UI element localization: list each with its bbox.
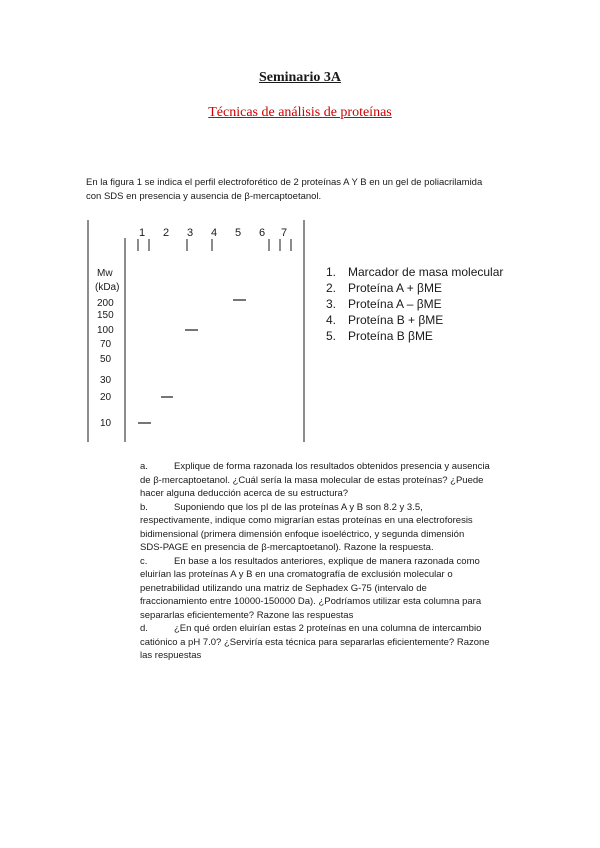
question-letter: b. [140,501,148,513]
question-line: En base a los resultados anteriores, explique de manera razonada como [174,555,480,567]
question-a [140,460,512,501]
mw-marker-label: 10 [100,418,112,429]
legend-label: Marcador de masa molecular [348,265,504,279]
gel-figure [80,220,320,445]
lane-number: 4 [210,227,218,239]
question-line: catiónico a pH 7.0? ¿Serviría esta técnica para separarlas eficientemente? Razone [140,636,490,648]
legend-number: 4. [326,313,337,327]
lane-number: 7 [280,227,288,239]
question-line: eluirían las proteínas A y B en una cromatografía de exclusión molecular o [140,569,453,580]
figure-legend [326,264,503,344]
well-ticks [138,239,291,251]
question-letter: a. [140,461,148,472]
legend-label: Proteína B + βME [348,313,444,327]
mw-marker-label: 150 [97,310,114,321]
legend-item [326,296,503,312]
legend-item [326,328,503,344]
mw-marker-label: 20 [100,392,112,403]
legend-item [326,312,503,328]
question-b [140,501,512,555]
mw-axis-label-unit: (kDa) [95,282,120,293]
question-line: fraccionamiento entre 10000-150000 Da). ¿Podríamos utilizar esta columna para [140,596,482,607]
question-line: respectivamente, indique como migrarían estas proteínas en una electroforesis [140,515,473,526]
page-title: Seminario 3A [258,70,342,85]
question-letter: d. [140,623,148,634]
question-line: las respuestas [140,650,202,661]
legend-number: 5. [326,329,337,343]
question-line: separarlas eficientemente? Razone las respuestas [140,609,354,621]
question-d [140,622,512,663]
mw-axis-label: Mw [97,268,113,279]
lane-number: 3 [186,227,194,239]
question-line: Suponiendo que los pI de las proteínas A y B son 8.2 y 3.5, [174,501,423,513]
legend-label: Proteína A – βME [348,297,442,311]
question-line: bidimensional (primera dimensión enfoque isoeléctrico, y segunda dimensión [140,528,465,540]
legend-label: Proteína A + βME [348,281,442,295]
mw-marker-label: 50 [100,354,112,365]
question-line: ¿En qué orden eluirían estas 2 proteínas en una columna de intercambio [174,623,482,634]
legend-number: 1. [326,265,337,279]
legend-number: 2. [326,281,337,295]
lane-number: 1 [138,227,146,239]
question-line: SDS-PAGE en presencia de β-mercaptoetanol). Razone la respuesta. [140,542,434,553]
legend-item [326,264,503,280]
legend-number: 3. [326,297,337,311]
lane-number: 2 [162,227,170,239]
questions-list [140,460,512,663]
mw-marker-label: 70 [100,339,112,350]
legend-label: Proteína B βME [348,329,433,343]
intro-line: con SDS en presencia y ausencia de β-mercaptoetanol. [86,191,322,202]
question-line: hacer alguna deducción acerca de su estructura? [140,488,349,499]
mw-marker-label: 200 [97,298,114,309]
intro-paragraph [86,176,526,204]
question-c [140,555,512,623]
question-line: penetrabilidad utilizando una matriz de Sephadex G-75 (intervalo de [140,582,427,594]
question-letter: c. [140,555,148,567]
lane-number: 6 [258,227,266,239]
question-line: Explique de forma razonada los resultados obtenidos presencia y ausencia [174,461,490,472]
legend-item [326,280,503,296]
page-subtitle: Técnicas de análisis de proteínas [208,105,392,120]
mw-marker-label: 30 [100,375,112,386]
intro-line: En la figura 1 se indica el perfil electroforético de 2 proteínas A Y B en un gel de poliacrilamida [86,177,483,188]
question-line: de β-mercaptoetanol. ¿Cuál sería la masa molecular de estas proteínas? ¿Puede [140,474,484,486]
mw-marker-label: 100 [97,325,114,336]
lane-number: 5 [234,227,242,239]
